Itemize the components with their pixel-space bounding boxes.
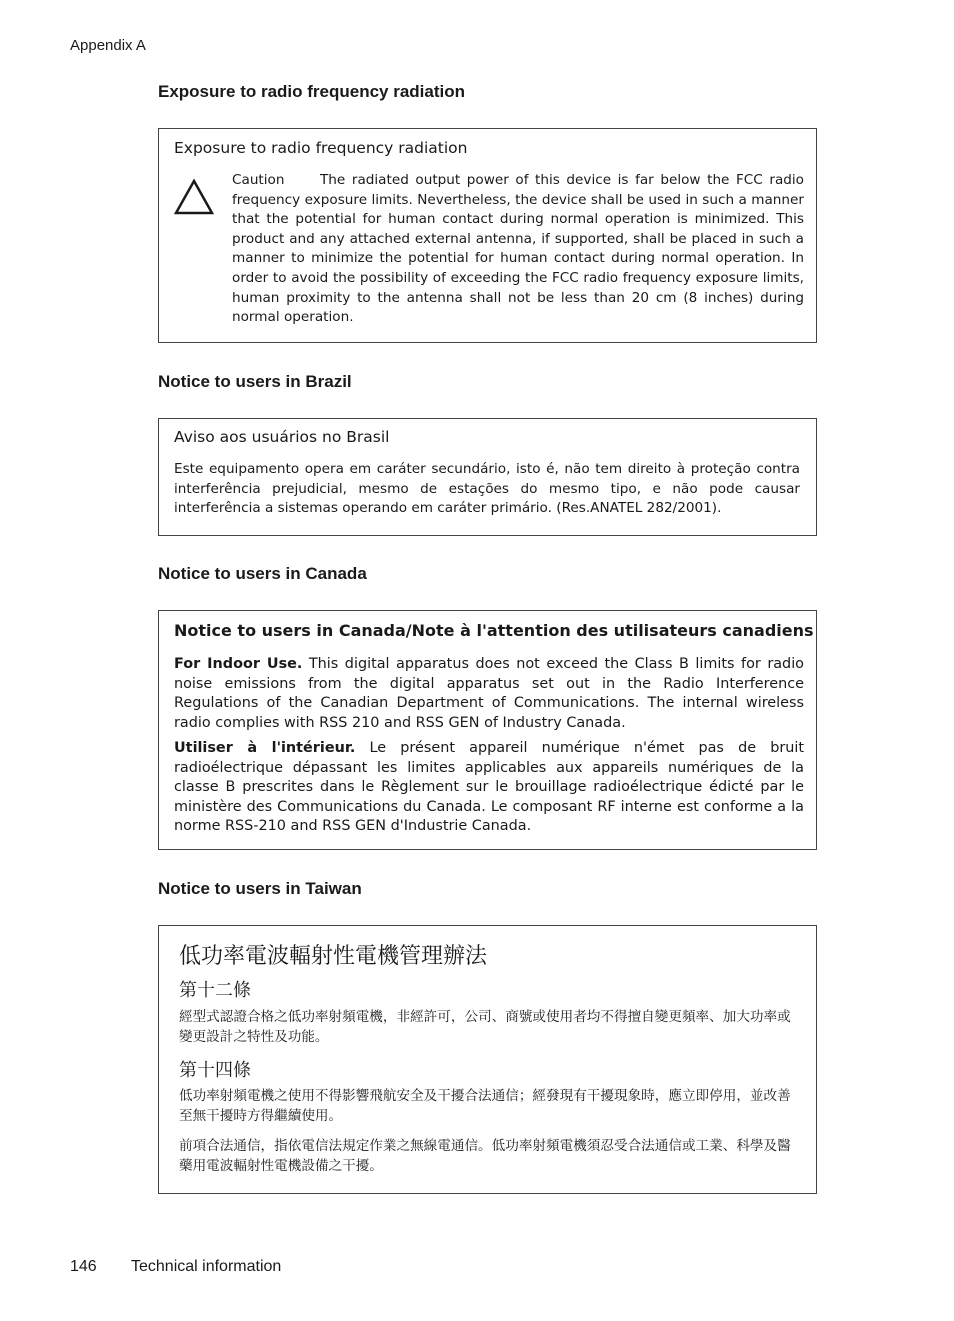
rf-caution-text: The radiated output power of this device is far below the FCC radio frequency exposure limits. Nevertheless, the device shall be used in such a manner that the potential for human contact during normal operation is minimized. This product and any attached external antenna, if supported, shall be placed in such a manner to minimize the potential for human contact during normal operation. In order to avoid the possibility of exceeding the FCC radio frequency exposure limits, human proximity to the antenna shall not be less than 20 cm (8 inches) during normal operation.: [232, 172, 804, 326]
taiwan-notice-box: [158, 925, 817, 1194]
footer-title: Technical information: [131, 1258, 282, 1275]
taiwan-article-14-heading: 第十四條: [179, 1060, 251, 1081]
brazil-box-title: Aviso aos usuários no Brasil: [174, 428, 390, 446]
taiwan-box-title: 低功率電波輻射性電機管理辦法: [179, 944, 488, 969]
rf-caution-paragraph: [232, 171, 804, 328]
warning-triangle-icon: [173, 178, 215, 216]
brazil-notice-box: [158, 418, 817, 536]
canada-notice-box: [158, 610, 817, 850]
canada-en-text: This digital apparatus does not exceed the Class B limits for radio noise emissions from the digital apparatus set out in the Radio Interference Regulations of the Canadian Department of Communications. The internal wireless radio complies with RSS 210 and RSS GEN of Industry Canada.: [174, 656, 804, 731]
taiwan-article-14-text-2: 前項合法通信，指依電信法規定作業之無線電通信。低功率射頻電機須忍受合法通信或工業、科學及醫藥用電波輻射性電機設備之干擾。: [179, 1138, 791, 1174]
caution-label: Caution: [232, 172, 285, 188]
canada-en-paragraph: [174, 655, 804, 733]
running-head: Appendix A: [70, 37, 146, 54]
taiwan-article-12-heading: 第十二條: [179, 980, 251, 1001]
canada-fr-text: Le présent appareil numérique n'émet pas de bruit radioélectrique dépassant les limites applicables aux appareils numériques de la classe B prescrites dans le Règlement sur le brouillage radioélectrique édicté par le ministère des Communications du Canada. Le composant RF interne est conforme a la norme RSS-210 and RSS GEN d'Industrie Canada.: [174, 740, 805, 835]
canada-fr-paragraph: [174, 739, 804, 837]
section-heading-taiwan: Notice to users in Taiwan: [158, 879, 362, 898]
section-heading-rf: Exposure to radio frequency radiation: [158, 82, 466, 101]
canada-box-title: Notice to users in Canada/Note à l'attention des utilisateurs canadiens: [174, 621, 814, 640]
taiwan-article-12-text: 經型式認證合格之低功率射頻電機，非經許可，公司、商號或使用者均不得擅自變更頻率、加大功率或變更設計之特性及功能。: [179, 1009, 791, 1045]
section-heading-brazil: Notice to users in Brazil: [158, 372, 352, 391]
brazil-text: Este equipamento opera em caráter secundário, isto é, não tem direito à proteção contra interferência prejudicial, mesmo de estações do mesmo tipo, e não pode causar interferência a sistemas operando em caráter primário. (Res.ANATEL 282/2001).: [174, 461, 800, 517]
footer-page-number: 146: [70, 1258, 97, 1275]
taiwan-article-14-text-1: 低功率射頻電機之使用不得影響飛航安全及干擾合法通信；經發現有干擾現象時，應立即停用，並改善至無干擾時方得繼續使用。: [179, 1088, 791, 1124]
canada-en-lead: For Indoor Use.: [174, 656, 303, 672]
rf-box-title: Exposure to radio frequency radiation: [174, 139, 468, 157]
rf-notice-box: [158, 128, 817, 343]
section-heading-canada: Notice to users in Canada: [158, 564, 367, 583]
canada-fr-lead: Utiliser à l'intérieur.: [174, 740, 356, 756]
